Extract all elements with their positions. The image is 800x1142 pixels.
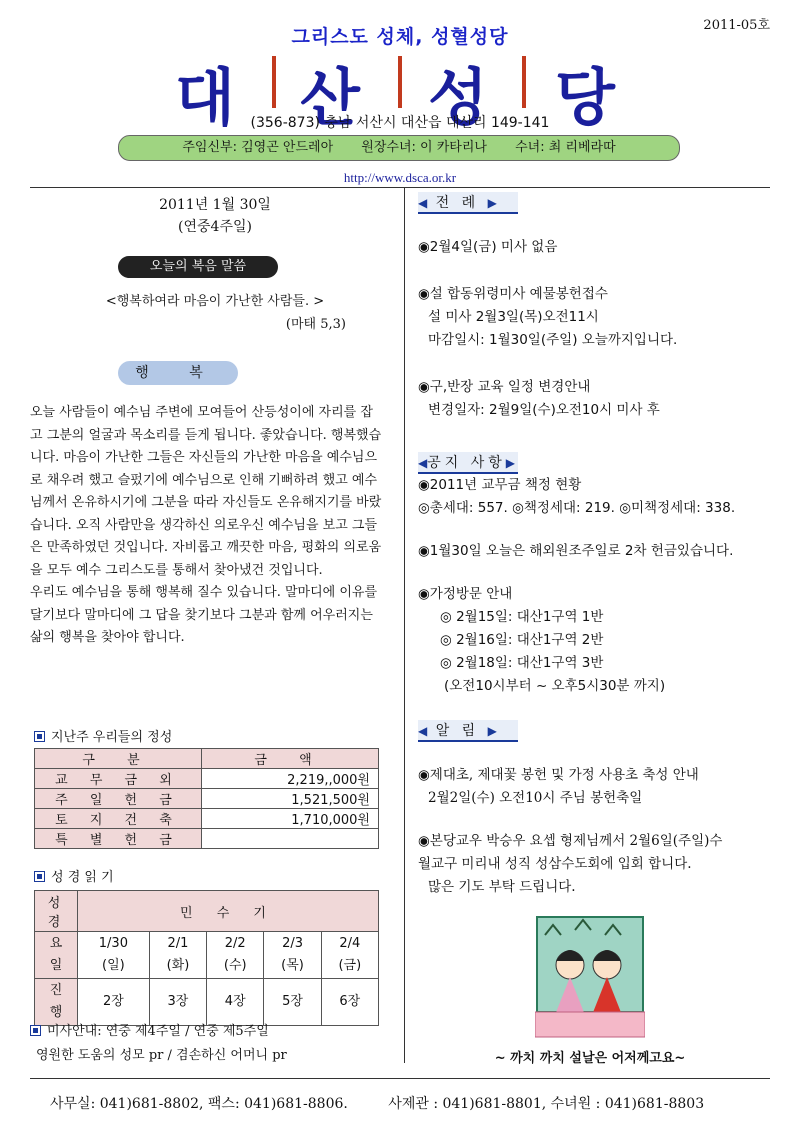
staff-pastor: 주임신부: 김영곤 안드레아 <box>182 140 334 155</box>
bible-book: 민 수 기 <box>78 891 379 932</box>
notice-section <box>418 452 778 698</box>
address: (356-873) 충남 서산시 대산읍 대산리 149-141 <box>250 115 550 131</box>
illustration-caption: ~ 까치 까치 설날은 어저께고요~ <box>494 1051 686 1066</box>
staff-superior: 원장수녀: 이 카타리나 <box>361 140 487 155</box>
tithe-line: ◎총세대: 557. ◎책정세대: 219. ◎미책정세대: 338. <box>418 500 736 516</box>
table-row: 토 지 건 축 1,710,000원 <box>35 809 379 829</box>
liturgy-item: ◉2월4일(금) 미사 없음 <box>418 239 558 255</box>
liturgy-item: ◉구,반장 교육 일정 변경안내 <box>418 379 591 395</box>
square-bullet-icon <box>34 731 45 742</box>
new-year-children-illustration <box>535 915 645 1040</box>
bible-title: 성 경 읽 기 <box>34 866 114 885</box>
notice-item: ◉2011년 교무금 책정 현황 <box>418 477 582 493</box>
reflection-paragraph: 오늘 사람들이 예수님 주변에 모여들어 산등성이에 자리를 잡고 그분의 얼굴과 목소리를 듣게 됩니다. 좋았습니다. 행복했습니다. 마음이 가난한 그들은 자신들의 가난한 마음을 예수님으로 채우려 했고 슬펐기에 예수님으로 인해 기뻐하려 했고 예수님께서 온유하시기에 그분을 따라 자신들도 온유해지기를 바랐습니다. 오직 사람만을 생각하신 의로우신 예수님을 보고 그들은 만족하였던 것입니다. 자비롭고 깨끗한 마음, 평화의 의로움을 모두 예수 그리스도를 통해서 찾아냈건 것입니다. <box>30 405 382 578</box>
contact-footer <box>50 1093 770 1113</box>
liturgy-section: ◀ 전 례 ▶ ◉2월4일(금) 미사 없음 ◉설 합동위령미사 예물봉헌접수 설 미사 2월3일(목)오전11시 마감일시: 1월30일(주일) 오늘까지입니다. ◉구,반장 교육 일정 변경안내 변경일자: 2월9일(수)오전10시 미사 후 <box>418 192 768 422</box>
reflection-body <box>30 402 382 650</box>
rectory-contact: 사제관 : 041)681-8801, 수녀원 : 041)681-8803 <box>388 1096 705 1112</box>
gospel-text: <행복하여라 마음이 가난한 사람들. > <box>105 294 325 309</box>
staff-sister: 수녀: 최 리베라따 <box>515 140 616 155</box>
reflection-paragraph: 우리도 예수님을 통해 행복해 질수 있습니다. 말마디에 이유를 달기보다 말마디에 그 답을 찾기보다 그분과 함께 어우러지는 삶의 행복을 찾아야 합니다. <box>30 585 378 645</box>
parish-name: 그리스도 성체, 성혈성당 <box>291 26 509 48</box>
bible-corner: 성 경 <box>35 891 78 932</box>
visit-item: ◎ 2월15일: 대산1구역 1반 <box>440 609 604 625</box>
staff-banner <box>118 135 680 161</box>
office-contact: 사무실: 041)681-8802, 팩스: 041)681-8806. <box>50 1096 348 1112</box>
title-divider <box>398 56 402 108</box>
notice-item: ◉1월30일 오늘은 해외원조주일로 2차 헌금있습니다. <box>418 543 734 559</box>
table-row: 요 일 1/30 (일) 2/1 (화) 2/2 (수) 2/3 (목) 2/4 (금) <box>35 932 379 979</box>
gospel-reference: (마태 5,3) <box>285 317 346 332</box>
issue-number: 2011-05호 <box>703 18 770 33</box>
square-bullet-icon <box>34 871 45 882</box>
table-row: 교 무 금 외 2,219,,000원 <box>35 769 379 789</box>
visit-time: (오전10시부터 ~ 오후5시30분 까지) <box>444 678 666 694</box>
visit-item: ◎ 2월16일: 대산1구역 2반 <box>440 632 604 648</box>
visit-item: ◎ 2월18일: 대산1구역 3반 <box>440 655 604 671</box>
divider-top <box>30 187 770 188</box>
reflection-heading: 행 복 <box>118 361 238 385</box>
liturgy-item: ◉설 합동위령미사 예물봉헌접수 <box>418 286 608 302</box>
date: 2011년 1월 30일 <box>159 197 271 213</box>
gospel-heading: 오늘의 복음 말씀 <box>118 256 278 278</box>
liturgy-heading: ◀ 전 례 ▶ <box>418 192 518 214</box>
gospel-block <box>30 290 400 332</box>
notice-heading: ◀공지 사항▶ <box>418 452 518 474</box>
title-char: 대 <box>175 61 235 134</box>
title-char: 산 <box>300 61 360 134</box>
table-row: 특 별 헌 금 <box>35 829 379 849</box>
title-char: 당 <box>555 61 615 134</box>
offering-header: 금 액 <box>202 749 379 769</box>
table-row: 주 일 헌 금 1,521,500원 <box>35 789 379 809</box>
divider-column <box>404 188 405 1063</box>
liturgical-week: (연중4주일) <box>178 219 252 235</box>
date-block <box>30 194 400 238</box>
title-divider <box>272 56 276 108</box>
table-row: 진 행 2장 3장 4장 5장 6장 <box>35 979 379 1026</box>
row-label: 진 행 <box>35 979 78 1026</box>
announce-section: ◀ 알 림 ▶ ◉제대초, 제대꽃 봉헌 및 가정 사용초 축성 안내 2월2일(수) 오전10시 주님 봉헌축일 ◉본당교우 박승우 요셉 형제님께서 2월6일(주일)수 월교구 미리내 성직 성삼수도회에 입회 합니다. 많은 기도 부탁 드립니다. <box>418 720 783 899</box>
announce-item: ◉본당교우 박승우 요셉 형제님께서 2월6일(주일)수 <box>418 833 723 849</box>
announce-heading: ◀ 알 림 ▶ <box>418 720 518 742</box>
bible-reading-table <box>34 890 379 1026</box>
notice-item: ◉가정방문 안내 <box>418 586 513 602</box>
divider-bottom <box>30 1078 770 1079</box>
offering-header: 구 분 <box>35 749 202 769</box>
title-char: 성 <box>428 61 488 134</box>
row-label: 요 일 <box>35 932 78 979</box>
square-bullet-icon <box>30 1025 41 1036</box>
mass-guide: 미사안내: 연중 제4주일 / 연중 제5주일 영원한 도움의 성모 pr / 겸손하신 어머니 pr <box>30 1020 400 1068</box>
title-divider <box>522 56 526 108</box>
offering-table <box>34 748 379 849</box>
announce-item: ◉제대초, 제대꽃 봉헌 및 가정 사용초 축성 안내 <box>418 767 699 783</box>
website-link[interactable]: http://www.dsca.or.kr <box>343 170 457 185</box>
offering-title: 지난주 우리들의 정성 <box>34 726 172 745</box>
